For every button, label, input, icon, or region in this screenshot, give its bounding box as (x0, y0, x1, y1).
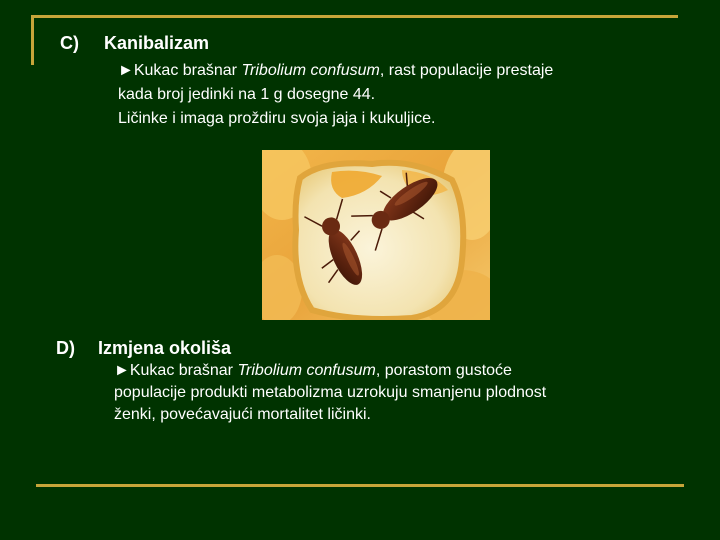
line-text-start: Kukac brašnar (129, 362, 238, 379)
section-c-line-3: Ličinke i imaga proždiru svoja jaja i kukuljice. (118, 110, 436, 127)
section-d-line-2: populacije produkti metabolizma uzrokuju smanjenu plodnost (114, 384, 547, 401)
section-d-line-3: ženki, povećavajući mortalitet ličinki. (114, 406, 371, 423)
frame-bottom-line (36, 484, 684, 487)
frame-top-line (31, 15, 678, 18)
section-d-body (114, 360, 546, 426)
line-text-start: Kukac brašnar (133, 62, 242, 79)
section-c-line-2: kada broj jedinki na 1 g dosegne 44. (118, 86, 376, 103)
bullet-arrow-icon: ► (118, 62, 134, 79)
section-c-body (118, 59, 553, 131)
section-d-line-1 (114, 360, 546, 382)
line-text-end: , porastom gustoće (375, 362, 512, 379)
section-c-title: Kanibalizam (104, 33, 210, 53)
section-d-label: D) (56, 338, 75, 358)
bullet-arrow-icon: ► (114, 362, 130, 379)
section-c-line-1 (118, 59, 553, 83)
flour-beetle-photo (262, 150, 490, 320)
section-c-label: C) (60, 33, 79, 53)
species-name: Tribolium confusum (237, 362, 376, 379)
species-name: Tribolium confusum (241, 62, 380, 79)
line-text-end: , rast populacije prestaje (379, 62, 554, 79)
frame-left-line (31, 15, 34, 65)
section-d-title: Izmjena okoliša (98, 338, 232, 358)
